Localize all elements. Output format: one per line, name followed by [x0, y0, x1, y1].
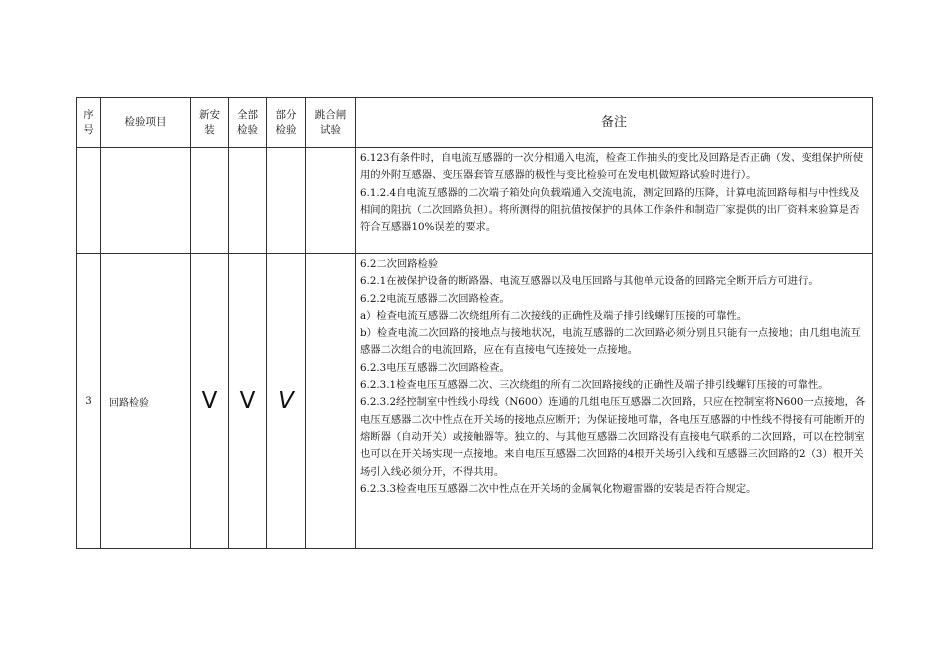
- row-partial-check: V: [267, 254, 306, 549]
- remark-paragraph: 6.2二次回路检验: [360, 258, 439, 270]
- header-full-check: 全部 检验: [229, 98, 267, 148]
- header-remark: 备注: [356, 98, 873, 148]
- row-trip-close-test: [306, 148, 356, 254]
- row-seq: 3: [77, 254, 101, 549]
- remark-paragraph: 6.2.2电流互感器二次回路检查。: [360, 292, 510, 305]
- remark-paragraph: 6.1.2.4自电流互感器的二次端子箱处向负载端通入交流电流，测定回路的压降，计算电流回路每相与中性线及相间的阻抗（二次回路负担）。将所测得的阻抗值按保护的具体工作条件和制造厂家提供的出厂资料来验算是否符合互感器10%误差的要求。: [360, 186, 860, 234]
- row-full-check: V: [229, 254, 267, 549]
- remark-paragraph: 6.2.3.1检查电压互感器二次、三次绕组的所有二次回路接线的正确性及端子排引线螺钉压接的可靠性。: [360, 379, 829, 392]
- row-partial-check: [267, 148, 306, 254]
- remark-paragraph: 6.123有条件时，自电流互感器的一次分相通入电流，检查工作抽头的变比及回路是否正确（发、变组保护所使用的外附互感器、变压器套管互感器的极性与变比检验可在发电机做短路试验时进行）。: [360, 152, 864, 182]
- remark-paragraph: b）检查电流二次回路的接地点与接地状况，电流互感器的二次回路必须分别且只能有一点接地；由几组电流互感器二次组合的电流回路，应在有直接电气连接处一点接地。: [360, 327, 861, 357]
- table-row: [77, 254, 873, 549]
- row-seq: [77, 148, 101, 254]
- header-row: [77, 98, 873, 148]
- remark-paragraph: 6.2.3电压互感器二次回路检查。: [360, 361, 510, 374]
- row-remark: [356, 148, 873, 254]
- row-item: [101, 148, 191, 254]
- row-new-install: [191, 148, 229, 254]
- row-item: 回路检验: [101, 254, 191, 549]
- row-trip-close-test: [306, 254, 356, 549]
- remark-paragraph: 6.2.3.2经控制室中性线小母线（N600）连通的几组电压互感器二次回路，只应在控制室将N600一点接地，各电压互感器二次中性点在开关场的接地点应断开；为保证接地可靠，各电压互感器的中性线不得接有可能断开的熔断器（自动开关）或接触器等。独立的、与其他互感器二次回路没有直接电气联系的二次回路，可以在控制室也可以在开关场实现一点接地。来自电压互感器二次回路的4根开关场引入线和互感器三次回路的2（3）根开关场引入线必须分开，不得共用。: [360, 396, 866, 478]
- row-remark: [356, 254, 873, 549]
- remark-paragraph: 6.2.1在被保护设备的断路器、电流互感器以及电压回路与其他单元设备的回路完全断开后方可进行。: [360, 275, 819, 288]
- header-item: 检验项目: [101, 98, 191, 148]
- row-full-check: [229, 148, 267, 254]
- inspection-table: [76, 97, 873, 549]
- header-new-install: 新安 装: [191, 98, 229, 148]
- row-new-install: V: [191, 254, 229, 549]
- table-row: [77, 148, 873, 254]
- header-trip-close-test: 跳合闸 试验: [306, 98, 356, 148]
- remark-paragraph: 6.2.3.3检查电压互感器二次中性点在开关场的金属氧化物避雷器的安装是否符合规定。: [360, 482, 757, 495]
- remark-paragraph: a）检查电流互感器二次绕组所有二次接线的正确性及端子排引线螺钉压接的可靠性。: [360, 309, 748, 322]
- header-partial-check: 部分 检验: [267, 98, 306, 148]
- header-seq: 序 号: [77, 98, 101, 148]
